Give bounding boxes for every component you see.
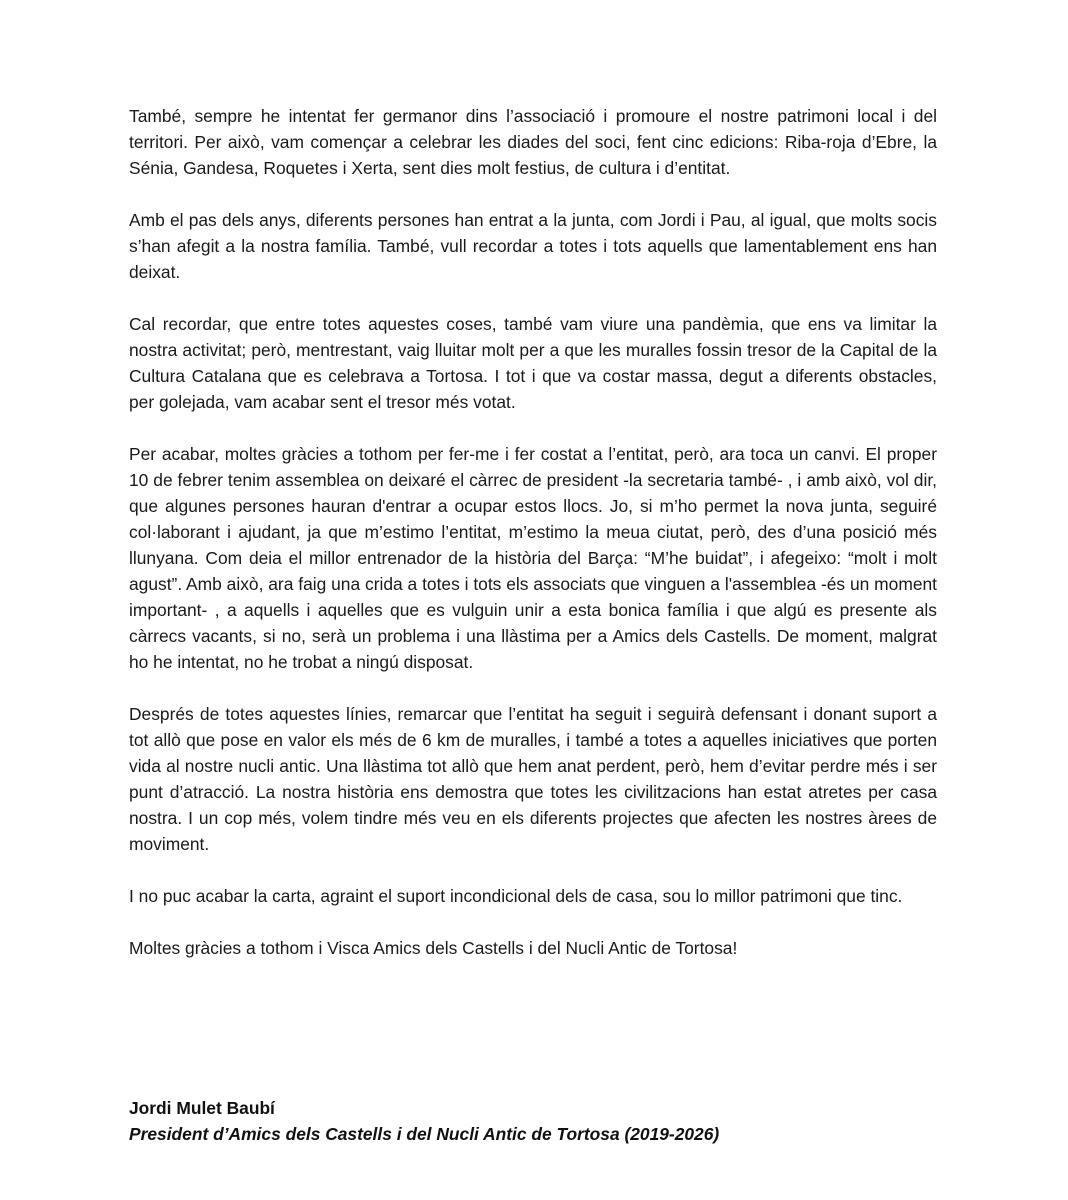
paragraph: Després de totes aquestes línies, remarcar que l’entitat ha seguit i seguirà defensant i donant suport a tot allò que pose en valor els més de 6 km de muralles, i també a totes a aquelles iniciatives que porten vida al nostre nucli antic. Una llàstima tot allò que hem anat perdent, però, hem d’evitar perdre més i ser punt d’atracció. La nostra història ens demostra que totes les civilitzacions han estat atretes per casa nostra. I un cop més, volem tindre més veu en els diferents projectes que afecten les nostres àrees de moviment. [129, 704, 937, 854]
paragraph: Cal recordar, que entre totes aquestes coses, també vam viure una pandèmia, que ens va limitar la nostra activitat; però, mentrestant, vaig lluitar molt per a que les muralles fossin tresor de la Capital de la Cultura Catalana que es celebrava a Tortosa. I tot i que va costar massa, degut a diferents obstacles, per golejada, vam acabar sent el tresor més votat. [129, 314, 937, 412]
closing-paragraph: Moltes gràcies a tothom i Visca Amics dels Castells i del Nucli Antic de Tortosa! [129, 938, 738, 958]
paragraph: Per acabar, moltes gràcies a tothom per fer-me i fer costat a l’entitat, però, ara toca un canvi. El proper 10 de febrer tenim assemblea on deixaré el càrrec de president -la secretaria també- , i amb això, vol dir, que algunes persones hauran d'entrar a ocupar estos llocs. Jo, si m’ho permet la nova junta, seguiré col·laborant i ajudant, ja que m’estimo l’entitat, m’estimo la meua ciutat, però, des d’una posició més llunyana. Com deia el millor entrenador de la història del Barça: “M’he buidat”, i afegeixo: “molt i molt agust”. Amb això, ara faig una crida a totes i tots els associats que vinguen a l'assemblea -és un moment important- , a aquells i aquelles que es vulguin unir a esta bonica família i que algú es presente als càrrecs vacants, si no, serà un problema i una llàstima per a Amics dels Castells. De moment, malgrat ho he intentat, no he trobat a ningú disposat. [129, 444, 937, 672]
letter-body [129, 103, 937, 961]
signatory-name: Jordi Mulet Baubí [129, 1098, 275, 1118]
signatory-title: President d’Amics dels Castells i del Nucli Antic de Tortosa (2019-2026) [129, 1124, 720, 1144]
paragraph: I no puc acabar la carta, agraint el suport incondicional dels de casa, sou lo millor patrimoni que tinc. [129, 886, 903, 906]
paragraph: Amb el pas dels anys, diferents persones han entrat a la junta, com Jordi i Pau, al igual, que molts socis s’han afegit a la nostra família. També, vull recordar a totes i tots aquells que lamentablement ens han deixat. [129, 210, 937, 282]
signature-block [129, 1095, 949, 1147]
paragraph: També, sempre he intentat fer germanor dins l’associació i promoure el nostre patrimoni local i del territori. Per això, vam començar a celebrar les diades del soci, fent cinc edicions: Riba-roja d’Ebre, la Sénia, Gandesa, Roquetes i Xerta, sent dies molt festius, de cultura i d’entitat. [129, 106, 937, 178]
